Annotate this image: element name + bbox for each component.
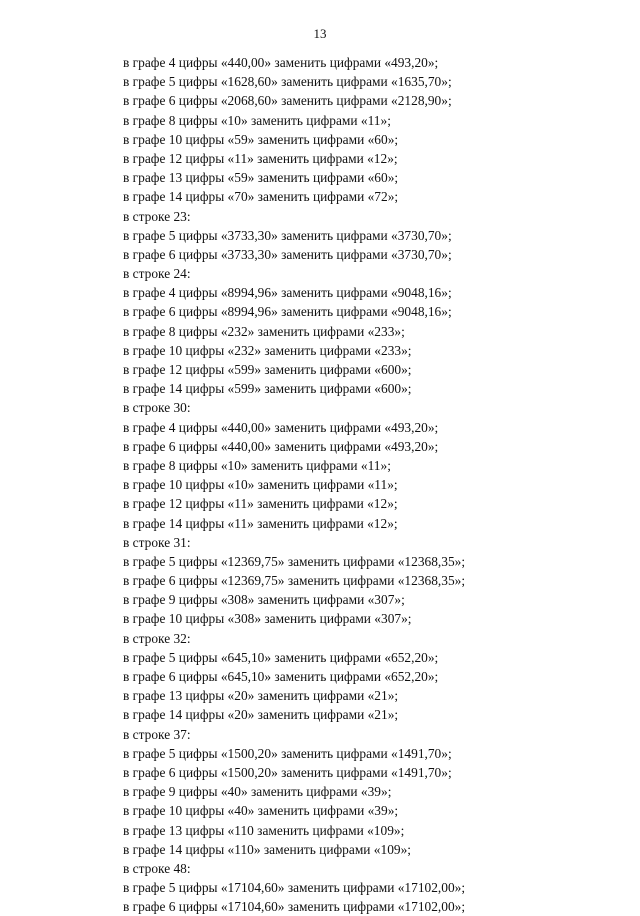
amendment-line: в графе 6 цифры «8994,96» заменить цифрами «9048,16»; [123, 304, 452, 320]
amendment-line: в графе 14 цифры «70» заменить цифрами «72»; [123, 189, 399, 205]
amendment-line: в графе 5 цифры «12369,75» заменить цифрами «12368,35»; [123, 553, 466, 569]
amendment-line: в графе 6 цифры «3733,30» заменить цифрами «3730,70»; [123, 246, 452, 262]
amendment-line: в графе 4 цифры «440,00» заменить цифрами «493,20»; [123, 55, 439, 70]
amendment-line: в графе 4 цифры «8994,96» заменить цифрами «9048,16»; [123, 285, 452, 301]
amendment-line: в графе 6 цифры «2068,60» заменить цифрами «2128,90»; [123, 93, 452, 109]
amendment-line: в графе 10 цифры «308» заменить цифрами «307»; [123, 611, 412, 627]
row-heading: в строке 37: [123, 726, 191, 742]
amendment-line: в графе 9 цифры «40» заменить цифрами «39»; [123, 784, 392, 800]
row-heading: в строке 31: [123, 534, 191, 550]
amendment-line: в графе 12 цифры «11» заменить цифрами «12»; [123, 496, 398, 512]
row-heading: в строке 30: [123, 400, 191, 416]
page-number: 13 [313, 26, 327, 41]
amendment-line: в графе 14 цифры «20» заменить цифрами «21»; [123, 707, 399, 723]
amendment-line: в графе 14 цифры «110» заменить цифрами «109»; [123, 841, 412, 857]
amendment-line: в графе 14 цифры «599» заменить цифрами «600»; [123, 381, 412, 397]
amendment-line: в графе 12 цифры «599» заменить цифрами «600»; [123, 362, 412, 377]
amendment-line: в графе 12 цифры «11» заменить цифрами «12»; [123, 150, 398, 166]
amendment-line: в графе 14 цифры «11» заменить цифрами «12»; [123, 515, 398, 531]
amendment-line: в графе 9 цифры «308» заменить цифрами «307»; [123, 592, 405, 608]
row-heading: в строке 48: [123, 860, 191, 876]
row-heading: в строке 24: [123, 266, 191, 282]
amendment-line: в графе 10 цифры «40» заменить цифрами «39»; [123, 803, 399, 819]
amendment-line: в графе 6 цифры «17104,60» заменить цифрами «17102,00»; [123, 899, 466, 915]
amendment-line: в графе 13 цифры «20» заменить цифрами «21»; [123, 688, 399, 704]
amendment-line: в графе 6 цифры «12369,75» заменить цифрами «12368,35»; [123, 573, 466, 589]
amendment-line: в графе 5 цифры «1500,20» заменить цифрами «1491,70»; [123, 745, 452, 761]
amendment-line: в графе 6 цифры «1500,20» заменить цифрами «1491,70»; [123, 764, 452, 780]
amendment-line: в графе 8 цифры «232» заменить цифрами «233»; [123, 323, 405, 339]
row-heading: в строке 23: [123, 208, 191, 224]
amendment-line: в графе 6 цифры «440,00» заменить цифрами «493,20»; [123, 438, 439, 454]
amendment-line: в графе 5 цифры «3733,30» заменить цифрами «3730,70»; [123, 227, 452, 243]
amendment-line: в графе 4 цифры «440,00» заменить цифрами «493,20»; [123, 419, 439, 435]
amendment-line: в графе 8 цифры «10» заменить цифрами «11»; [123, 112, 391, 128]
amendment-line: в графе 13 цифры «59» заменить цифрами «60»; [123, 170, 399, 186]
amendment-line: в графе 6 цифры «645,10» заменить цифрами «652,20»; [123, 669, 439, 684]
row-heading: в строке 32: [123, 630, 191, 646]
amendment-line: в графе 10 цифры «10» заменить цифрами «11»; [123, 477, 398, 493]
amendment-line: в графе 10 цифры «232» заменить цифрами «233»; [123, 342, 412, 358]
amendment-line: в графе 10 цифры «59» заменить цифрами «60»; [123, 131, 399, 147]
amendment-list [123, 53, 523, 916]
amendment-line: в графе 5 цифры «645,10» заменить цифрами «652,20»; [123, 649, 439, 665]
amendment-line: в графе 5 цифры «1628,60» заменить цифрами «1635,70»; [123, 74, 452, 90]
amendment-line: в графе 13 цифры «110 заменить цифрами «109»; [123, 822, 405, 838]
amendment-line: в графе 8 цифры «10» заменить цифрами «11»; [123, 457, 391, 473]
amendment-line: в графе 5 цифры «17104,60» заменить цифрами «17102,00»; [123, 880, 466, 896]
